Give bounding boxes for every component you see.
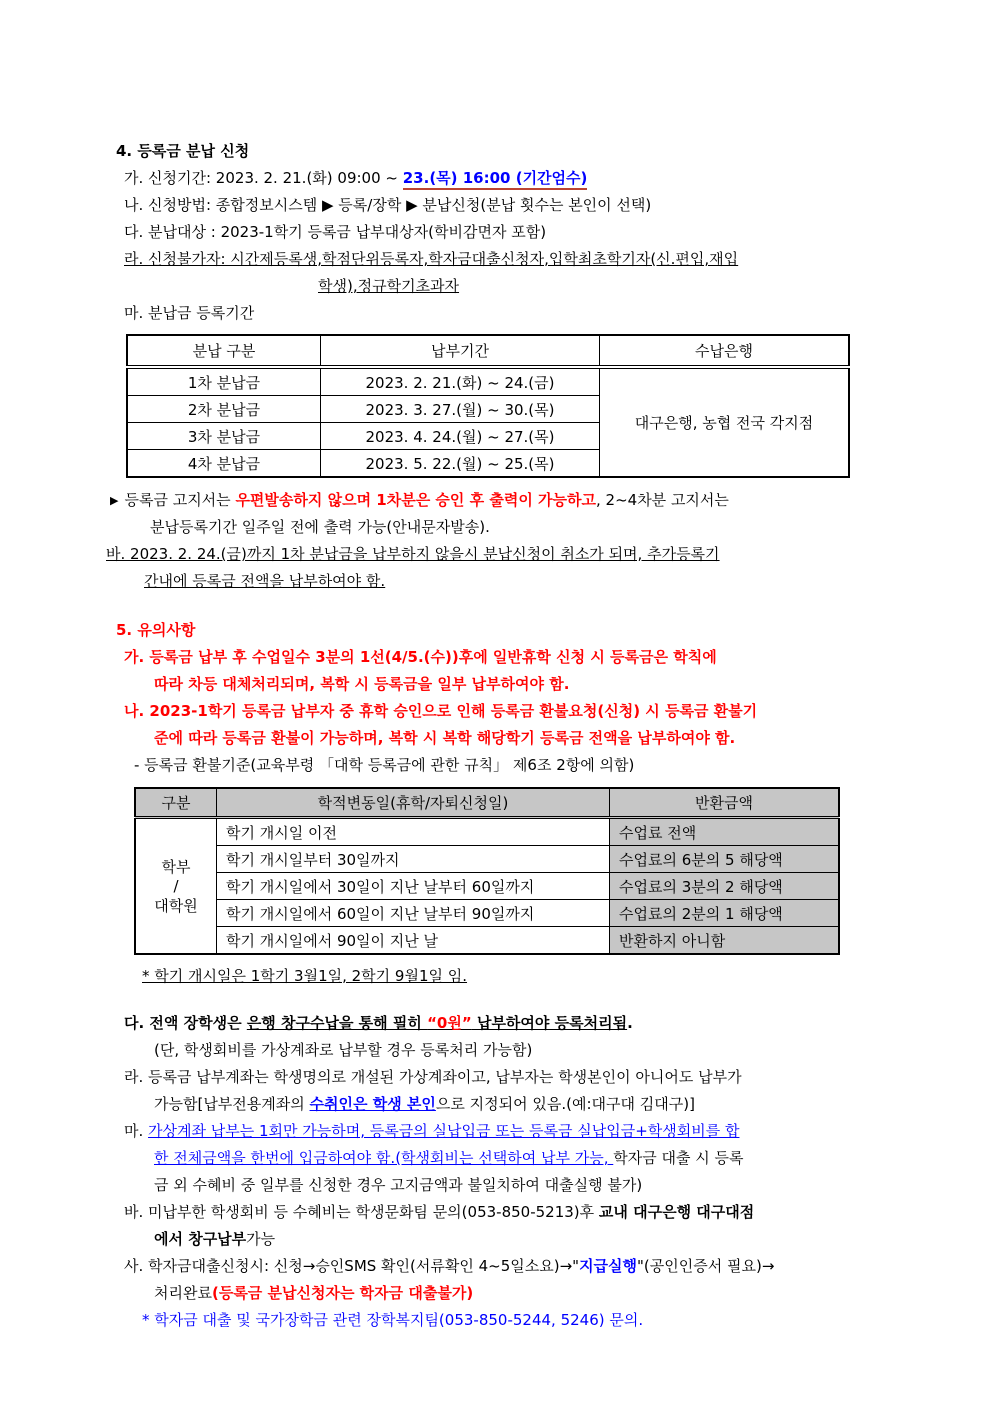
item-ineligible-line1: 라. 신청불가자: 시간제등록생,학점단위등록자,학자금대출신청자,입학최초학기자(신.편입,재입 (124, 250, 739, 268)
item-leave-rule-line2: 따라 차등 대체처리되며, 복학 시 등록금을 일부 납부하여야 함. (154, 675, 570, 693)
group-line: 대학원 (154, 897, 198, 915)
installment-period: 2023. 5. 22.(월) ~ 25.(목) (321, 450, 600, 478)
refund-row (135, 900, 839, 927)
notice-red-highlight: 우편발송하지 않으며 1차분은 승인 후 출력이 가능하고 (235, 491, 596, 509)
one-time-blue1: 가상계좌 납부는 1회만 가능하며, 등록금의 실납입금 또는 등록금 실납입금+학생회비를 합 (148, 1122, 740, 1140)
scholarship-pre: 다. 전액 장학생은 (124, 1014, 247, 1032)
refund-table (134, 787, 840, 955)
refund-row (135, 873, 839, 900)
item-unpaid-fees-line1 (124, 1199, 906, 1226)
section5-heading: 5. 유의사항 (116, 621, 196, 639)
one-time-black2: 학자금 대출 시 등록 (613, 1149, 744, 1167)
item-installment-target: 다. 분납대상 : 2023-1학기 등록금 납부대상자(학비감면자 포함) (124, 223, 547, 241)
semester-start-footnote: * 학기 개시일은 1학기 3월1일, 2학기 9월1일 임. (142, 967, 468, 985)
item-application-method: 나. 신청방법: 종합정보시스템 ▶ 등록/장학 ▶ 분납신청(분납 횟수는 본인이 선택) (124, 196, 652, 214)
group-line: / (173, 877, 179, 895)
section-gap (106, 990, 906, 1010)
timing-cell: 학기 개시일에서 90일이 지난 날 (217, 927, 610, 955)
loan-pre: 사. 학자금대출신청시: 신청→승인SMS 확인(서류확인 4~5일소요)→" (124, 1257, 580, 1275)
loan-contact-note: * 학자금 대출 및 국가장학금 관련 장학복지팀(053-850-5244, 5246) 문의. (142, 1311, 644, 1329)
deadline-highlight: 23.(목) 16:00 (기간엄수) (403, 169, 588, 190)
scholarship-end: . (627, 1014, 633, 1032)
notice-bullet-line1 (110, 487, 906, 514)
refund-row (135, 927, 839, 955)
item-refund-rule-line2: 준에 따라 등록금 환불이 가능하며, 복학 시 복학 해당학기 등록금 전액을 납부하여야 함. (154, 729, 736, 747)
scholarship-u2: 납부하여야 등록처리됨 (471, 1014, 628, 1032)
notice-pre: 등록금 고지서는 (124, 491, 236, 509)
one-time-label: 마. (124, 1122, 149, 1140)
item-student-loan-line2 (154, 1280, 906, 1307)
refund-header-row (135, 788, 839, 818)
refund-header-timing: 학적변동일(휴학/자퇴신청일) (217, 788, 610, 818)
installment-label: 1차 분납금 (127, 367, 321, 396)
timing-cell: 학기 개시일에서 60일이 지난 날부터 90일까지 (217, 900, 610, 927)
item-full-scholarship (124, 1010, 906, 1037)
refund-row (135, 818, 839, 846)
item-leave-rule-line1: 가. 등록금 납부 후 수업일수 3분의 1선(4/5.(수))후에 일반휴학 신청 시 등록금은 학칙에 (124, 648, 717, 666)
timing-cell: 학기 개시일 이전 (217, 818, 610, 846)
scholarship-underline-group (247, 1014, 627, 1032)
item-installment-period-label: 마. 분납금 등록기간 (124, 304, 255, 322)
timing-cell: 학기 개시일부터 30일까지 (217, 846, 610, 873)
installment-period: 2023. 2. 21.(화) ~ 24.(금) (321, 367, 600, 396)
section-gap (106, 595, 906, 617)
loan-restriction-highlight: (등록금 분납신청자는 학자금 대출불가) (211, 1284, 474, 1302)
refund-cell: 수업료 전액 (610, 818, 840, 846)
installment-label: 3차 분납금 (127, 423, 321, 450)
refund-cell: 반환하지 아니함 (610, 927, 840, 955)
receiver-highlight: 수취인은 학생 본인 (309, 1095, 436, 1113)
installment-header-period: 납부기간 (321, 335, 600, 367)
installment-table (126, 334, 850, 478)
document-body (106, 138, 906, 1334)
installment-row (127, 367, 849, 396)
payout-highlight: 지급실행 (579, 1257, 638, 1275)
item-one-time-payment-line2 (154, 1145, 906, 1172)
item-student-loan-line1 (124, 1253, 906, 1280)
application-period-text: 가. 신청기간: 2023. 2. 21.(화) 09:00 ~ (124, 169, 403, 187)
item-full-scholarship-sub: (단, 학생회비를 가상계좌로 납부할 경우 등록처리 가능함) (154, 1041, 533, 1059)
item-virtual-account-line2 (154, 1091, 906, 1118)
loan-post: "(공인인증서 필요)→ (637, 1257, 775, 1275)
triangle-bullet-icon: ▶ (110, 494, 119, 507)
unpaid-pre: 바. 미납부한 학생회비 등 수혜비는 학생문화팀 문의(053-850-5213)후 (124, 1203, 599, 1221)
item-cancellation-line1: 바. 2023. 2. 24.(금)까지 1차 분납금을 납부하지 않을시 분납신청이 취소가 되며, 추가등록기 (106, 545, 720, 563)
bank-branch-highlight: 교내 대구은행 대구대점 (598, 1203, 755, 1221)
virtual-account-pre: 가능함[납부전용계좌의 (154, 1095, 310, 1113)
installment-label: 4차 분납금 (127, 450, 321, 478)
installment-label: 2차 분납금 (127, 396, 321, 423)
timing-cell: 학기 개시일에서 30일이 지난 날부터 60일까지 (217, 873, 610, 900)
bank-cell: 대구은행, 농협 전국 각지점 (600, 367, 850, 477)
refund-cell: 수업료의 6분의 5 해당액 (610, 846, 840, 873)
installment-header-type: 분납 구분 (127, 335, 321, 367)
installment-header-row (127, 335, 849, 367)
installment-period: 2023. 3. 27.(월) ~ 30.(목) (321, 396, 600, 423)
item-refund-rule-line1: 나. 2023-1학기 등록금 납부자 중 휴학 승인으로 인해 등록금 환불요청(신청) 시 등록금 환불기 (124, 702, 758, 720)
item-unpaid-fees-line2 (154, 1226, 906, 1253)
refund-cell: 수업료의 2분의 1 해당액 (610, 900, 840, 927)
item-virtual-account-line1: 라. 등록금 납부계좌는 학생명의로 개설된 가상계좌이고, 납부자는 학생본인이 아니어도 납부가 (124, 1068, 742, 1086)
notice-bullet-line2: 분납등록기간 일주일 전에 출력 가능(안내문자발송). (150, 518, 490, 536)
refund-cell: 수업료의 3분의 2 해당액 (610, 873, 840, 900)
refund-header-amount: 반환금액 (610, 788, 840, 818)
item-one-time-payment-line3: 금 외 수혜비 중 일부를 신청한 경우 고지금액과 불일치하여 대출실행 불가) (154, 1176, 643, 1194)
virtual-account-post: 으로 지정되어 있음.(예:대구대 김대구)] (435, 1095, 695, 1113)
zero-won-highlight: “0원” (427, 1014, 472, 1032)
item-cancellation-line2: 간내에 등록금 전액을 납부하여야 함. (144, 572, 386, 590)
notice-post: , 2~4차분 고지서는 (596, 491, 729, 509)
loan-line2-pre: 처리완료 (154, 1284, 212, 1302)
item-application-period (124, 165, 906, 192)
refund-row (135, 846, 839, 873)
group-line: 학부 (161, 858, 191, 876)
installment-header-bank: 수납은행 (600, 335, 850, 367)
section4-heading: 4. 등록금 분납 신청 (116, 142, 250, 160)
scholarship-u1: 은행 창구수납을 통해 필히 (246, 1014, 428, 1032)
installment-period: 2023. 4. 24.(월) ~ 27.(목) (321, 423, 600, 450)
refund-standard-note: - 등록금 환불기준(교육부령 「대학 등록금에 관한 규칙」 제6조 2항에 의함) (134, 756, 635, 774)
unpaid-bold2: 에서 창구납부 (154, 1230, 247, 1248)
one-time-blue2: 한 전체금액을 한번에 입금하여야 함.(학생회비는 선택하여 납부 가능, (154, 1149, 614, 1167)
refund-header-group: 구분 (135, 788, 217, 818)
group-cell (135, 818, 217, 955)
item-ineligible-line2: 학생),정규학기초과자 (318, 277, 460, 295)
item-one-time-payment-line1 (124, 1118, 906, 1145)
unpaid-tail: 가능 (246, 1230, 276, 1248)
